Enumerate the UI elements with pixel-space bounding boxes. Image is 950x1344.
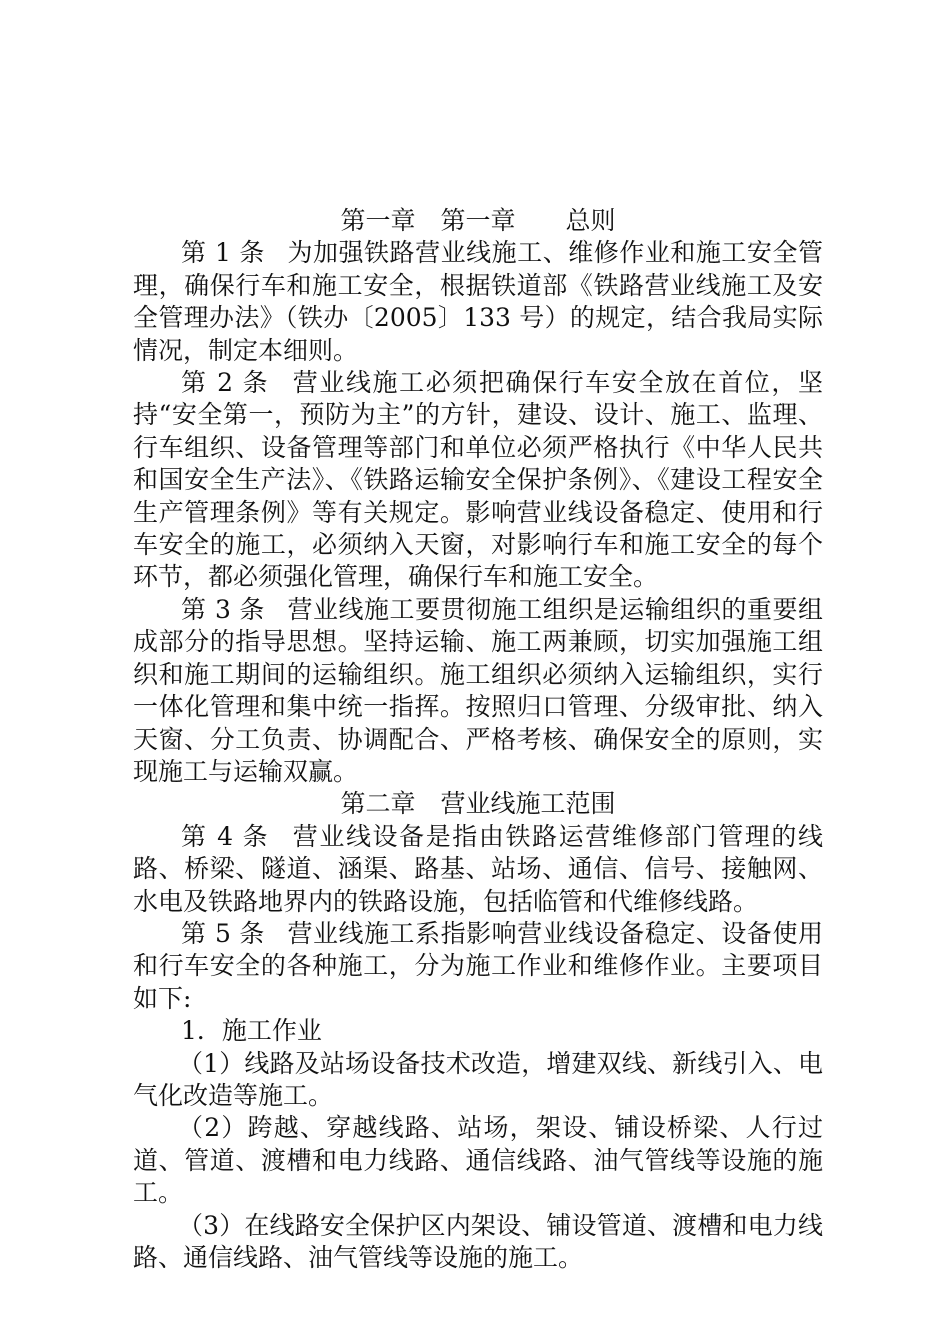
article-5	[133, 918, 823, 1015]
chapter-heading: 第二章 营业线施工范围	[340, 789, 616, 819]
chapter-heading: 第一章 第一章 总则	[340, 206, 616, 235]
article-label: 第 1 条	[181, 238, 265, 268]
article-2	[133, 367, 823, 594]
article-text: 营业线施工系指影响营业线设备稳定、设备使用和行车安全的各种施工，分为施工作业和维修作业。主要项目如下:	[133, 918, 823, 1013]
list-item: （2）跨越、穿越线路、站场，架设、铺设桥梁、人行过道、管道、渡槽和电力线路、通信线路、油气管线等设施的施工。	[133, 1113, 823, 1208]
article-1	[133, 237, 823, 367]
article-4	[133, 821, 823, 918]
article-text: 为加强铁路营业线施工、维修作业和施工安全管理，确保行车和施工安全，根据铁道部《铁路营业线施工及安全管理办法》（铁办〔2005〕133 号）的规定，结合我局实际情况，制定本细则。	[133, 238, 823, 365]
article-label: 第 5 条	[181, 918, 265, 948]
list-item: （3）在线路安全保护区内架设、铺设管道、渡槽和电力线路、通信线路、油气管线等设施的施工。	[133, 1210, 823, 1272]
article-label: 第 3 条	[181, 594, 265, 624]
document-body	[133, 205, 823, 1274]
list-item: （1）线路及站场设备技术改造，增建双线、新线引入、电气化改造等施工。	[133, 1048, 823, 1110]
article-label: 第 2 条	[181, 368, 270, 398]
article-text: 营业线施工必须把确保行车安全放在首位，坚持“安全第一，预防为主”的方针，建设、设计、施工、监理、行车组织、设备管理等部门和单位必须严格执行《中华人民共和国安全生产法》、《铁路运输安全保护条例》、《建设工程安全生产管理条例》等有关规定。影响营业线设备稳定、使用和行车安全的施工，必须纳入天窗，对影响行车和施工安全的每个环节，都必须强化管理，确保行车和施工安全。	[133, 368, 823, 592]
article-3	[133, 594, 823, 788]
article-text: 营业线设备是指由铁路运营维修部门管理的线路、桥梁、隧道、涵渠、路基、站场、通信、信号、接触网、水电及铁路地界内的铁路设施，包括临管和代维修线路。	[133, 821, 823, 916]
article-text: 营业线施工要贯彻施工组织是运输组织的重要组成部分的指导思想。坚持运输、施工两兼顾，切实加强施工组织和施工期间的运输组织。施工组织必须纳入运输组织，实行一体化管理和集中统一指挥。按照归口管理、分级审批、纳入天窗、分工负责、协调配合、严格考核、确保安全的原则，实现施工与运输双赢。	[133, 594, 823, 786]
section-heading: 1．施工作业	[181, 1016, 322, 1046]
article-label: 第 4 条	[181, 821, 270, 851]
